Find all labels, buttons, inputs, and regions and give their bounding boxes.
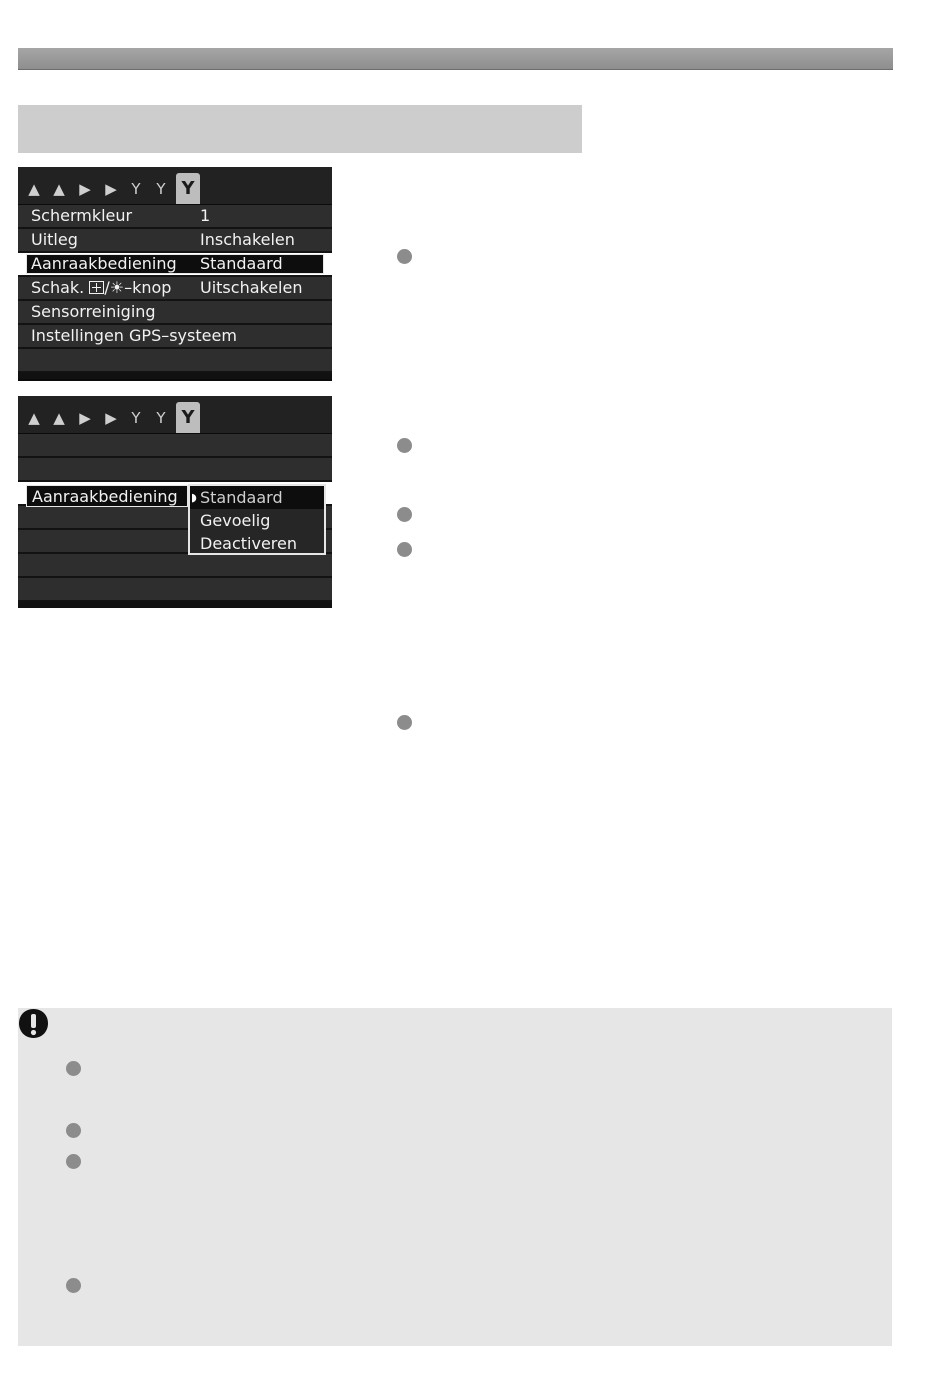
setting-label-box [26, 485, 188, 507]
playback-1-icon[interactable]: ▶ [79, 408, 91, 427]
screen-bottom-edge [18, 602, 332, 608]
playback-2-icon[interactable]: ▶ [105, 408, 117, 427]
menu-tab-bar [18, 167, 332, 204]
menu-row-label: Sensorreiniging [31, 302, 156, 321]
setup-2-icon[interactable]: Y [156, 179, 166, 198]
menu-row-uitleg[interactable] [18, 229, 332, 253]
setup-3-icon[interactable]: Y [176, 402, 200, 433]
menu-row-label: Aanraakbediening [31, 254, 177, 273]
camera-shooting-2-icon[interactable]: ▲ [53, 179, 65, 198]
option-label: Gevoelig [200, 511, 271, 530]
setting-label: Aanraakbediening [32, 487, 178, 506]
menu-row-label: Schermkleur [31, 206, 133, 225]
camera-shooting-1-icon[interactable]: ▲ [28, 408, 40, 427]
bullet-icon [66, 1278, 81, 1293]
info-button-icon [89, 281, 104, 294]
bullet-icon [397, 438, 412, 453]
menu-row-label: Instellingen GPS–systeem [31, 326, 237, 345]
playback-2-icon[interactable]: ▶ [105, 179, 117, 198]
bullet-icon [397, 249, 412, 264]
menu-row-label [31, 277, 171, 299]
dimmed-row [18, 578, 332, 602]
page-header-bar [18, 48, 893, 70]
menu-row-schermkleur[interactable] [18, 205, 332, 229]
setup-2-icon[interactable]: Y [156, 408, 166, 427]
bullet-icon [66, 1154, 81, 1169]
option-gevoelig[interactable] [190, 509, 324, 532]
menu-row-sensorreiniging[interactable] [18, 301, 332, 325]
camera-shooting-1-icon[interactable]: ▲ [28, 179, 40, 198]
caution-icon [18, 1008, 49, 1039]
bullet-icon [397, 715, 412, 730]
menu-row-label-prefix: Schak. [31, 278, 85, 297]
option-dropdown[interactable] [188, 484, 326, 555]
menu-row-aanraakbediening[interactable] [18, 253, 332, 277]
menu-tab-bar [18, 396, 332, 433]
setup-1-icon[interactable]: Y [131, 179, 141, 198]
caution-panel [18, 1008, 892, 1346]
menu-row-value: Uitschakelen [200, 278, 303, 297]
menu-row-value: Inschakelen [200, 230, 295, 249]
option-label: Deactiveren [200, 534, 298, 553]
menu-row-empty [18, 349, 332, 373]
selection-marker-icon: ◗ [191, 491, 197, 504]
dimmed-row [18, 434, 332, 458]
dimmed-row [18, 554, 332, 578]
menu-row-label: Uitleg [31, 230, 78, 249]
screen-bottom-edge [18, 373, 332, 379]
bullet-icon [397, 507, 412, 522]
menu-screen [18, 167, 332, 381]
setup-3-icon[interactable]: Y [176, 173, 200, 204]
setup-1-icon[interactable]: Y [131, 408, 141, 427]
section-title-bar [18, 105, 582, 153]
option-deactiveren[interactable] [190, 532, 324, 555]
option-standaard[interactable] [190, 486, 324, 509]
option-label: Standaard [200, 488, 283, 507]
camera-shooting-2-icon[interactable]: ▲ [53, 408, 65, 427]
menu-row-gps[interactable] [18, 325, 332, 349]
bullet-icon [66, 1123, 81, 1138]
bullet-icon [397, 542, 412, 557]
menu-row-label-suffix: /☀–knop [104, 278, 172, 297]
bullet-icon [66, 1061, 81, 1076]
menu-row-button-switch[interactable] [18, 277, 332, 301]
menu-row-value: 1 [200, 206, 211, 225]
option-screen [18, 396, 332, 608]
playback-1-icon[interactable]: ▶ [79, 179, 91, 198]
menu-row-value: Standaard [200, 254, 283, 273]
dimmed-row [18, 458, 332, 482]
